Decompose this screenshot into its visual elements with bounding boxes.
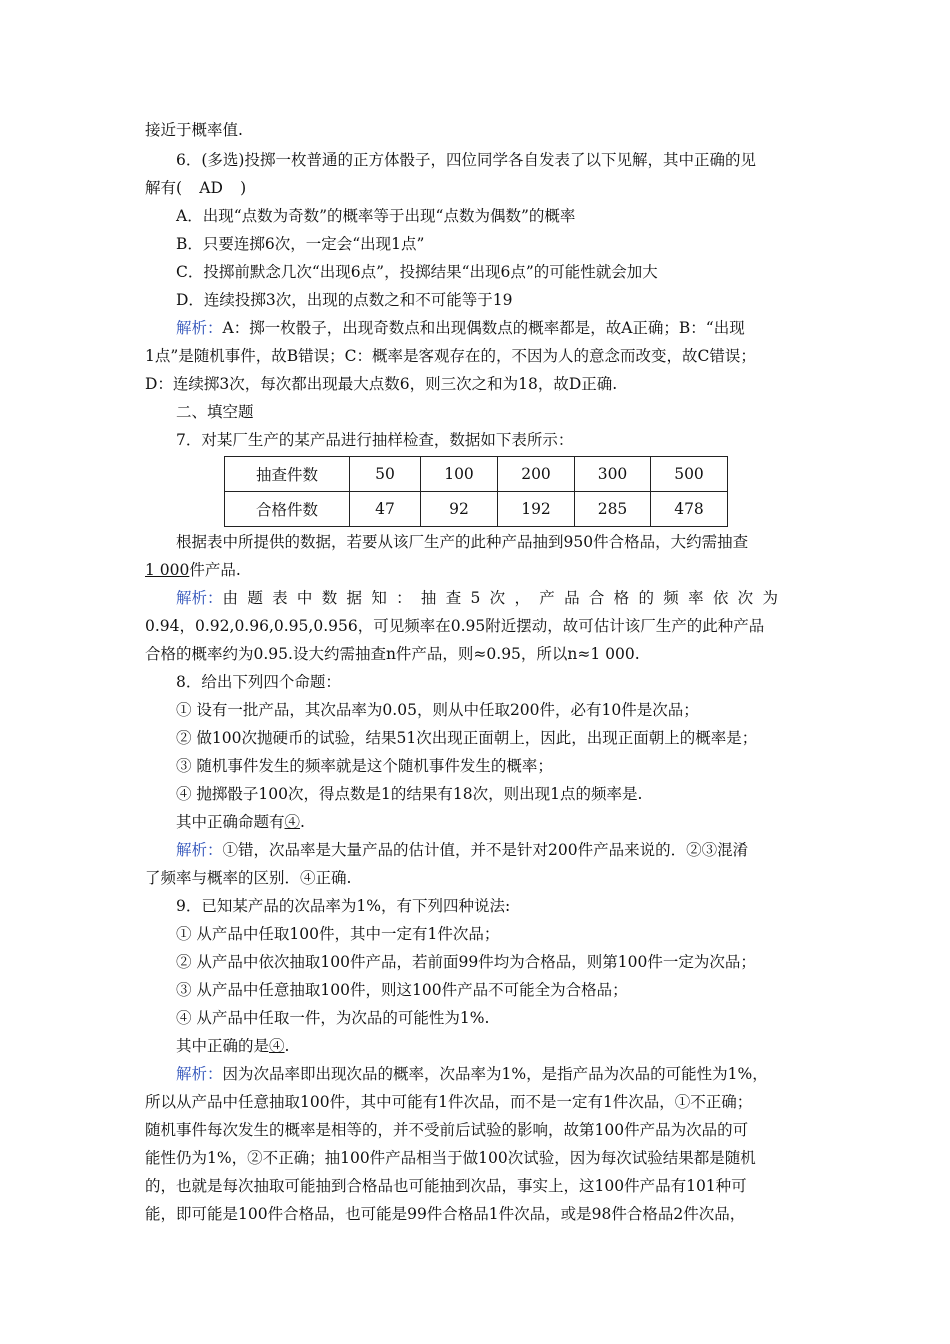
answer-8-line	[176, 808, 846, 836]
answer-suffix: 件产品.	[189, 561, 241, 579]
question-7-text: 根据表中所提供的数据，若要从该厂生产的此种产品抽到950件合格品，大约需抽查	[176, 533, 749, 551]
table-cell: 200	[498, 457, 575, 492]
explanation-text: 由题表中数据知：抽查5次，产品合格的频率依次为	[222, 589, 788, 607]
explanation-9-line-5: 的，也就是每次抽取可能抽到合格品也可能抽到次品，事实上，这100件产品有101种可	[145, 1177, 747, 1195]
question-7: 7．对某厂生产的某产品进行抽样检查，数据如下表所示：	[176, 431, 574, 449]
explanation-label: 解析：	[176, 589, 223, 607]
explanation-text: 因为次品率即出现次品的概率，次品率为1%，是指产品为次品的可能性为1%，	[222, 1065, 768, 1083]
table-row	[225, 457, 728, 492]
statement-9-3: ③ 从产品中任意抽取100件，则这100件产品不可能全为合格品；	[176, 981, 628, 999]
option-d: D．连续投掷3次，出现的点数之和不可能等于19	[176, 291, 513, 309]
text-line: 接近于概率值.	[145, 121, 243, 139]
statement-9-1: ① 从产品中任取100件，其中一定有1件次品；	[176, 925, 500, 943]
option-a: A．出现“点数为奇数”的概率等于出现“点数为偶数”的概率	[176, 207, 576, 225]
table-cell: 47	[350, 492, 421, 527]
answer-prefix: 其中正确的是	[176, 1037, 270, 1055]
table-cell: 100	[421, 457, 498, 492]
explanation-9-line-1	[176, 1060, 846, 1088]
explanation-9-line-6: 能，即可能是100件合格品，也可能是99件合格品1件次品，或是98件合格品2件次品，	[145, 1205, 746, 1223]
explanation-text: A：掷一枚骰子，出现奇数点和出现偶数点的概率都是，故A正确；B：“出现	[222, 319, 745, 337]
option-c: C．投掷前默念几次“出现6点”，投掷结果“出现6点”的可能性就会加大	[176, 263, 658, 281]
question-8: 8．给出下列四个命题：	[176, 673, 341, 691]
explanation-9-line-3: 随机事件每次发生的概率是相等的，并不受前后试验的影响，故第100件产品为次品的可	[145, 1121, 749, 1139]
explanation-9-line-4: 能性仍为1%，②不正确；抽100件产品相当于做100次试验，因为每次试验结果都是随机	[145, 1149, 756, 1167]
question-9: 9．已知某产品的次品率为1%，有下列四种说法:	[176, 897, 511, 915]
table-cell: 300	[575, 457, 651, 492]
question-6: 6．(多选)投掷一枚普通的正方体骰子，四位同学各自发表了以下见解，其中正确的见	[176, 151, 756, 169]
explanation-7-line-1	[176, 584, 846, 612]
answer-7: 1 000	[145, 561, 190, 579]
explanation-6-line-1	[176, 314, 846, 342]
table-cell: 192	[498, 492, 575, 527]
table-cell: 500	[651, 457, 728, 492]
answer-9: ④	[269, 1037, 285, 1055]
section-heading: 二、填空题	[176, 403, 254, 421]
explanation-7-line-2: 0.94，0.92,0.96,0.95,0.956，可见频率在0.95附近摆动，故可估计该厂生产的此种产品	[145, 617, 765, 635]
statement-8-1: ① 设有一批产品，其次品率为0.05，则从中任取200件，必有10件是次品；	[176, 701, 699, 719]
table-cell: 合格件数	[225, 492, 350, 527]
explanation-label: 解析：	[176, 841, 223, 859]
statement-9-4: ④ 从产品中任取一件，为次品的可能性为1%.	[176, 1009, 490, 1027]
explanation-8-line-1	[176, 836, 846, 864]
explanation-text: ①错，次品率是大量产品的估计值，并不是针对200件产品来说的．②③混淆	[222, 841, 749, 859]
statement-9-2: ② 从产品中依次抽取100件产品，若前面99件均为合格品，则第100件一定为次品；	[176, 953, 756, 971]
explanation-6-line-2: 1点”是随机事件，故B错误；C：概率是客观存在的，不因为人的意念而改变，故C错误；	[145, 347, 756, 365]
question-6-answer-line	[145, 174, 815, 202]
question-7-answer-line	[145, 556, 815, 584]
answer-8: ④	[284, 813, 301, 831]
answer-suffix: .	[284, 1037, 290, 1055]
explanation-6-line-3: D：连续掷3次，每次都出现最大点数6，则三次之和为18，故D正确.	[145, 375, 618, 393]
table-cell: 50	[350, 457, 421, 492]
explanation-label: 解析：	[176, 1065, 223, 1083]
table-cell: 285	[575, 492, 651, 527]
table-cell: 抽查件数	[225, 457, 350, 492]
answer-prefix: 其中正确命题有	[176, 813, 285, 831]
explanation-label: 解析：	[176, 319, 223, 337]
answer-6: AD	[199, 179, 223, 197]
answer-9-line	[176, 1032, 846, 1060]
answer-suffix: )	[240, 179, 247, 197]
sampling-table	[224, 456, 728, 527]
statement-8-4: ④ 抛掷骰子100次，得点数是1的结果有18次，则出现1点的频率是.	[176, 785, 643, 803]
explanation-8-line-2: 了频率与概率的区别．④正确.	[145, 869, 352, 887]
option-b: B．只要连掷6次，一定会“出现1点”	[176, 235, 425, 253]
table-row	[225, 492, 728, 527]
statement-8-2: ② 做100次抛硬币的试验，结果51次出现正面朝上，因此，出现正面朝上的概率是；	[176, 729, 758, 747]
answer-suffix: .	[300, 813, 305, 831]
statement-8-3: ③ 随机事件发生的频率就是这个随机事件发生的概率；	[176, 757, 553, 775]
table-cell: 92	[421, 492, 498, 527]
explanation-9-line-2: 所以从产品中任意抽取100件，其中可能有1件次品，而不是一定有1件次品，①不正确；	[145, 1093, 753, 1111]
table-cell: 478	[651, 492, 728, 527]
explanation-7-line-3: 合格的概率约为0.95.设大约需抽查n件产品，则≈0.95，所以n≈1 000.	[145, 645, 640, 663]
answer-prefix: 解有(	[145, 179, 183, 197]
